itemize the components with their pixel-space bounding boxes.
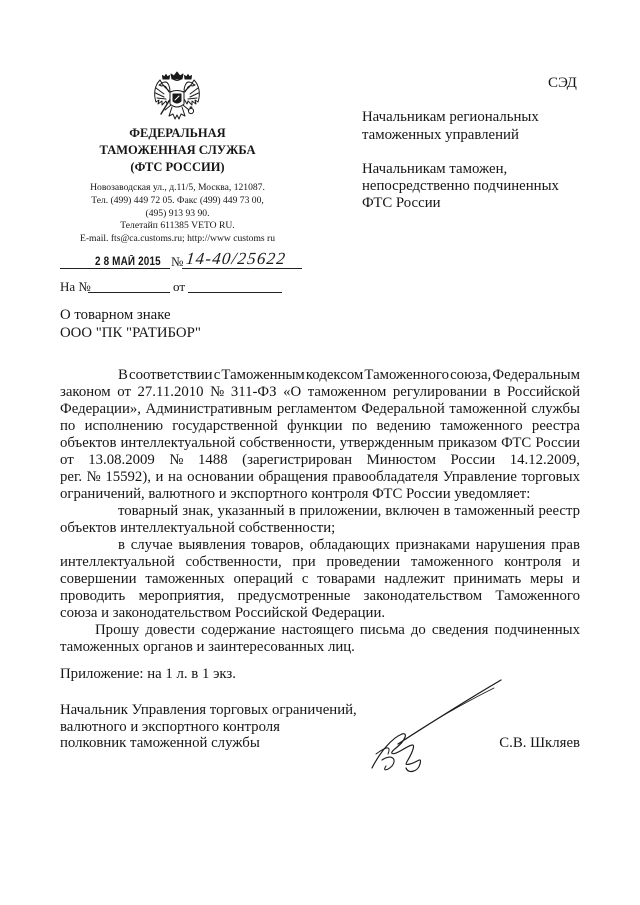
teletype-line: Телетайп 611385 VETO RU. (120, 220, 235, 232)
sender-name-line: ТАМОЖЕННАЯ СЛУЖБА (99, 143, 256, 157)
body-line: в случае выявления товаров, обладающих признаками нарушения прав (118, 537, 580, 553)
addressee-line: Начальникам таможен, (362, 161, 508, 177)
body-line: Федерации», Административным регламентом Федеральной таможенной службы (60, 401, 580, 417)
reply-number-underline (88, 292, 170, 293)
sender-name-line: ФЕДЕРАЛЬНАЯ (129, 126, 226, 140)
body-line: союза и законодательством Российской Федерации. (60, 605, 386, 621)
signatory-position-line: Начальник Управления торговых ограничений, (60, 702, 357, 718)
russian-coat-of-arms-icon (152, 70, 202, 126)
body-paragraph (60, 622, 580, 656)
phone-line: (495) 913 93 90. (145, 207, 210, 219)
body-line: совершении таможенных операций с товарами надлежит принимать меры и (60, 571, 580, 587)
body-paragraph (60, 537, 580, 622)
addressee-line: непосредственно подчиненных (362, 178, 559, 194)
addressee-line: Начальникам региональных (362, 109, 539, 125)
reply-to-label: На № (60, 279, 91, 294)
sender-name (55, 125, 300, 176)
body-line: объектов интеллектуальной собственности, утвержденным приказом ФТС России (60, 435, 580, 451)
addressee-line: таможенных управлений (362, 127, 519, 143)
reply-from-label: от (173, 279, 186, 294)
signatory-position (60, 702, 357, 752)
body-paragraph (60, 503, 580, 537)
subject-line: О товарном знаке (60, 307, 171, 323)
signatory-name: С.В. Шкляев (499, 735, 580, 751)
number-underline (182, 268, 302, 269)
handwritten-signature (362, 668, 507, 776)
body-paragraph (60, 367, 580, 503)
body-line: таможенных органов и заинтересованных лиц. (60, 639, 355, 655)
email-web-line: E-mail. fts@ca.customs.ru; http://www customs ru (79, 233, 276, 244)
body-line: законом от 27.11.2010 № 311-ФЗ «О таможенном регулировании в Российской (60, 384, 580, 400)
date-stamp: 2 8 МАЙ 2015 (95, 256, 161, 268)
letter-body (60, 367, 580, 656)
attachment-note: Приложение: на 1 л. в 1 экз. (60, 666, 236, 682)
body-line: Прошу довести содержание настоящего письма до сведения подчиненных (95, 622, 580, 638)
phone-fax-line: Тел. (499) 449 72 05. Факс (499) 449 73 00, (91, 194, 264, 206)
subject (60, 306, 201, 342)
sender-address (55, 182, 300, 246)
outgoing-number-handwritten: 14-40/25622 (185, 249, 288, 268)
address-line: Новозаводская ул., д.11/5, Москва, 121087. (90, 182, 265, 193)
body-line: по исполнению государственной функции по ведению таможенного реестра (60, 418, 580, 434)
body-line: рег. № 15592), и на основании обращения правообладателя Управление торговых (60, 469, 580, 485)
sender-name-line: (ФТС РОССИИ) (130, 160, 225, 174)
subject-line: ООО "ПК "РАТИБОР" (60, 325, 201, 341)
body-line: товарный знак, указанный в приложении, включен в таможенный реестр (118, 503, 580, 519)
number-sign: № (171, 254, 184, 269)
addressee-group (362, 161, 559, 212)
signatory-position-line: валютного и экспортного контроля (60, 718, 280, 735)
body-line: проводить мероприятия, предусмотренные законодательством Таможенного (60, 588, 580, 604)
signatory-position-line: полковник таможенной службы (60, 735, 260, 751)
body-line: объектов интеллектуальной собственности; (60, 520, 336, 536)
body-line: В соответствии с Таможенным кодексом Таможенного союза, Федеральным (118, 367, 580, 383)
addressee-group (362, 108, 539, 144)
reply-date-underline (188, 292, 282, 293)
body-line: интеллектуальной собственности, при проведении таможенного контроля и (60, 554, 580, 570)
registry-mark: СЭД (548, 75, 577, 91)
body-line: от 13.08.2009 № 1488 (зарегистрирован Минюстом России 14.12.2009, (60, 452, 580, 468)
addressee-line: ФТС России (362, 195, 441, 211)
body-line: ограничений, валютного и экспортного контроля ФТС России уведомляет: (60, 486, 531, 502)
